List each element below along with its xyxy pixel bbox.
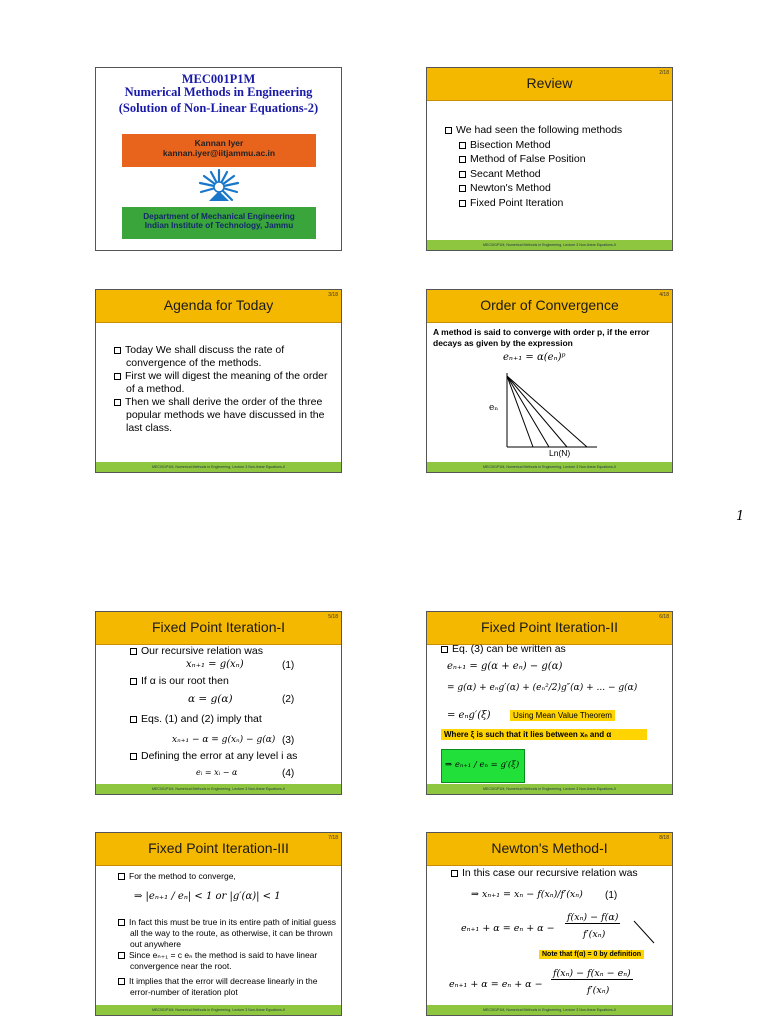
list-item: Today We shall discuss the rate of convergence of the methods. bbox=[114, 344, 339, 370]
equation-1: xₙ₊₁ = g(xₙ) bbox=[186, 659, 244, 670]
slide-4-order-of-convergence bbox=[426, 289, 673, 473]
equation-tag: (1) bbox=[282, 660, 295, 671]
slide-title: Fixed Point Iteration-I bbox=[151, 619, 286, 635]
result-box bbox=[441, 749, 525, 783]
checkbox-bullet-icon bbox=[459, 156, 466, 163]
list-item: Newton's Method bbox=[445, 181, 622, 196]
error-equation-lhs: eₙ₊₁ + α = eₙ + α − bbox=[461, 923, 555, 934]
convergence-condition: ⇒ |eₙ₊₁ / eₙ| < 1 or |g′(α)| < 1 bbox=[134, 891, 281, 902]
checkbox-bullet-icon bbox=[114, 347, 121, 354]
institute-name: Indian Institute of Technology, Jammu bbox=[144, 221, 294, 230]
slide-number: 4/18 bbox=[659, 292, 669, 298]
checkbox-bullet-icon bbox=[118, 952, 125, 959]
checkbox-bullet-icon bbox=[114, 373, 121, 380]
equation-1: eₙ₊₁ = g(α + eₙ) − g(α) bbox=[447, 661, 563, 672]
equation-tag: (4) bbox=[282, 768, 295, 779]
slide-title: Order of Convergence bbox=[480, 297, 619, 313]
y-axis-label: eₙ bbox=[489, 403, 499, 413]
slide-header bbox=[96, 833, 341, 866]
slide-title: Newton's Method-I bbox=[491, 840, 608, 856]
slide-footer: MEC001P1M, Numerical Methods in Engineering, Lecture 3 Non-linear Equations-II bbox=[427, 784, 672, 794]
checkbox-bullet-icon bbox=[459, 171, 466, 178]
checkbox-bullet-icon bbox=[459, 185, 466, 192]
list-item: If α is our root then bbox=[130, 675, 229, 687]
order-equation: eₙ₊₁ = α(eₙ)ᵖ bbox=[503, 352, 566, 363]
mean-value-theorem-label: Using Mean Value Theorem bbox=[510, 710, 615, 721]
equation-tag: (3) bbox=[282, 735, 295, 746]
flag-saffron-band bbox=[122, 134, 316, 167]
page-number: 1 bbox=[736, 509, 745, 524]
slide-5-fixed-point-1 bbox=[95, 611, 342, 795]
list-item: Defining the error at any level i as bbox=[130, 750, 297, 762]
x-axis-label: Ln(N) bbox=[549, 448, 571, 458]
course-title: Numerical Methods in Engineering bbox=[124, 85, 313, 99]
list-item: In fact this must be true in its entire path of initial guess all the way to the route, as otherwise, it can be thrown out anywhere bbox=[118, 917, 340, 950]
slide-3-agenda bbox=[95, 289, 342, 473]
slide-footer: MEC001P1M, Numerical Methods in Engineering, Lecture 3 Non-linear Equations-II bbox=[427, 1005, 672, 1015]
checkbox-bullet-icon bbox=[130, 753, 137, 760]
slide-8-newtons-method bbox=[426, 832, 673, 1016]
equation-2: α = g(α) bbox=[188, 693, 233, 705]
slide-number: 2/18 bbox=[659, 70, 669, 76]
equation-tag: (2) bbox=[282, 694, 295, 705]
slide-number: 7/18 bbox=[328, 835, 338, 841]
checkbox-bullet-icon bbox=[445, 127, 452, 134]
slide-title: Fixed Point Iteration-III bbox=[148, 840, 289, 856]
list-item: For the method to converge, bbox=[118, 871, 236, 882]
equation-3: xₙ₊₁ − α = g(xₙ) − g(α) bbox=[172, 735, 276, 745]
checkbox-bullet-icon bbox=[451, 870, 458, 877]
slide-number: 8/18 bbox=[659, 835, 669, 841]
slide-footer: MEC001P1M, Numerical Methods in Engineering, Lecture 3 Non-linear Equations-II bbox=[427, 240, 672, 250]
error-equation-2-denominator: f′(xₙ) bbox=[587, 985, 610, 996]
list-item: Eq. (3) can be written as bbox=[441, 643, 566, 655]
author-email: kannan.iyer@iitjammu.ac.in bbox=[162, 148, 276, 158]
checkbox-bullet-icon bbox=[118, 978, 125, 985]
review-content bbox=[445, 123, 622, 210]
slide-header bbox=[96, 290, 341, 323]
slide-number: 3/18 bbox=[328, 292, 338, 298]
equation-3: = eₙg′(ξ) bbox=[447, 710, 491, 721]
list-item: Eqs. (1) and (2) imply that bbox=[130, 713, 262, 725]
slide-header bbox=[427, 612, 672, 645]
slide-header bbox=[427, 68, 672, 101]
slide-1-title bbox=[95, 67, 342, 251]
list-item: Bisection Method bbox=[445, 138, 622, 153]
error-equation-2-lhs: eₙ₊₁ + α = eₙ + α − bbox=[449, 979, 543, 990]
slide-header bbox=[427, 290, 672, 323]
lecture-title: (Solution of Non-Linear Equations-2) bbox=[118, 101, 319, 115]
author-name: Kannan Iyer bbox=[194, 138, 244, 148]
flag-white-band bbox=[122, 167, 316, 207]
course-code: MEC001P1M bbox=[181, 72, 256, 86]
slide-title: Fixed Point Iteration-II bbox=[481, 619, 618, 635]
slide-number: 6/18 bbox=[659, 614, 669, 620]
slide-footer: MEC001P1M, Numerical Methods in Engineering, Lecture 3 Non-linear Equations-II bbox=[96, 784, 341, 794]
error-equation-denominator: f′(xₙ) bbox=[583, 929, 606, 940]
slide-footer: MEC001P1M, Numerical Methods in Engineering, Lecture 3 Non-linear Equations-II bbox=[427, 462, 672, 472]
strike-arrow-icon bbox=[632, 919, 662, 949]
slide-title: Agenda for Today bbox=[163, 297, 274, 313]
list-item: In this case our recursive relation was bbox=[451, 867, 638, 879]
equation-4: eᵢ = xᵢ − α bbox=[196, 768, 238, 777]
list-item: Method of False Position bbox=[445, 152, 622, 167]
slide-footer: MEC001P1M, Numerical Methods in Engineering, Lecture 3 Non-linear Equations-II bbox=[96, 462, 341, 472]
equation-tag: (1) bbox=[605, 890, 618, 901]
list-item: We had seen the following methods bbox=[445, 123, 622, 138]
checkbox-bullet-icon bbox=[459, 142, 466, 149]
convergence-plot-icon bbox=[497, 368, 627, 458]
flag-green-band bbox=[122, 207, 316, 239]
checkbox-bullet-icon bbox=[118, 919, 125, 926]
xi-definition-label: Where ξ is such that it lies between xₙ and α bbox=[441, 729, 647, 740]
list-item: It implies that the error will decrease linearly in the error-number of iteration plot bbox=[118, 976, 340, 998]
definition-note: Note that f(α) = 0 by definition bbox=[539, 950, 644, 959]
list-item: Secant Method bbox=[445, 167, 622, 182]
checkbox-bullet-icon bbox=[130, 648, 137, 655]
slide-footer: MEC001P1M, Numerical Methods in Engineering, Lecture 3 Non-linear Equations-II bbox=[96, 1005, 341, 1015]
checkbox-bullet-icon bbox=[459, 200, 466, 207]
checkbox-bullet-icon bbox=[130, 678, 137, 685]
equation-2: = g(α) + eₙg′(α) + (eₙ²/2)g″(α) + ... − g(α) bbox=[447, 683, 638, 693]
slide-7-fixed-point-3 bbox=[95, 832, 342, 1016]
checkbox-bullet-icon bbox=[130, 716, 137, 723]
result-equation: ⇒ eₙ₊₁ / eₙ = g′(ξ) bbox=[445, 760, 520, 770]
slide-2-review bbox=[426, 67, 673, 251]
slide-header bbox=[96, 612, 341, 645]
agenda-content bbox=[114, 344, 339, 435]
list-item: Since eₙ₊₁ = c eₙ the method is said to have linear convergence near the root. bbox=[118, 950, 340, 972]
slide-title: Review bbox=[526, 75, 573, 91]
checkbox-bullet-icon bbox=[441, 646, 448, 653]
checkbox-bullet-icon bbox=[118, 873, 125, 880]
list-item: Then we shall derive the order of the three popular methods we have discussed in the last class. bbox=[114, 396, 339, 435]
list-item: Our recursive relation was bbox=[130, 645, 263, 657]
list-item: First we will digest the meaning of the order of a method. bbox=[114, 370, 339, 396]
newton-recursion: ⇒ xₙ₊₁ = xₙ − f(xₙ)/f′(xₙ) bbox=[471, 889, 583, 900]
checkbox-bullet-icon bbox=[114, 399, 121, 406]
error-equation-numerator: f(xₙ) − f(α) bbox=[567, 912, 619, 923]
list-item: Fixed Point Iteration bbox=[445, 196, 622, 211]
slide-header bbox=[427, 833, 672, 866]
definition-text: A method is said to converge with order p, if the error decays as given by the expression bbox=[433, 327, 650, 348]
slide-number: 5/18 bbox=[328, 614, 338, 620]
error-equation-2-numerator: f(xₙ) − f(xₙ − eₙ) bbox=[553, 968, 631, 979]
institute-logo-icon bbox=[189, 167, 249, 207]
slide-6-fixed-point-2 bbox=[426, 611, 673, 795]
department-name: Department of Mechanical Engineering bbox=[143, 212, 295, 221]
